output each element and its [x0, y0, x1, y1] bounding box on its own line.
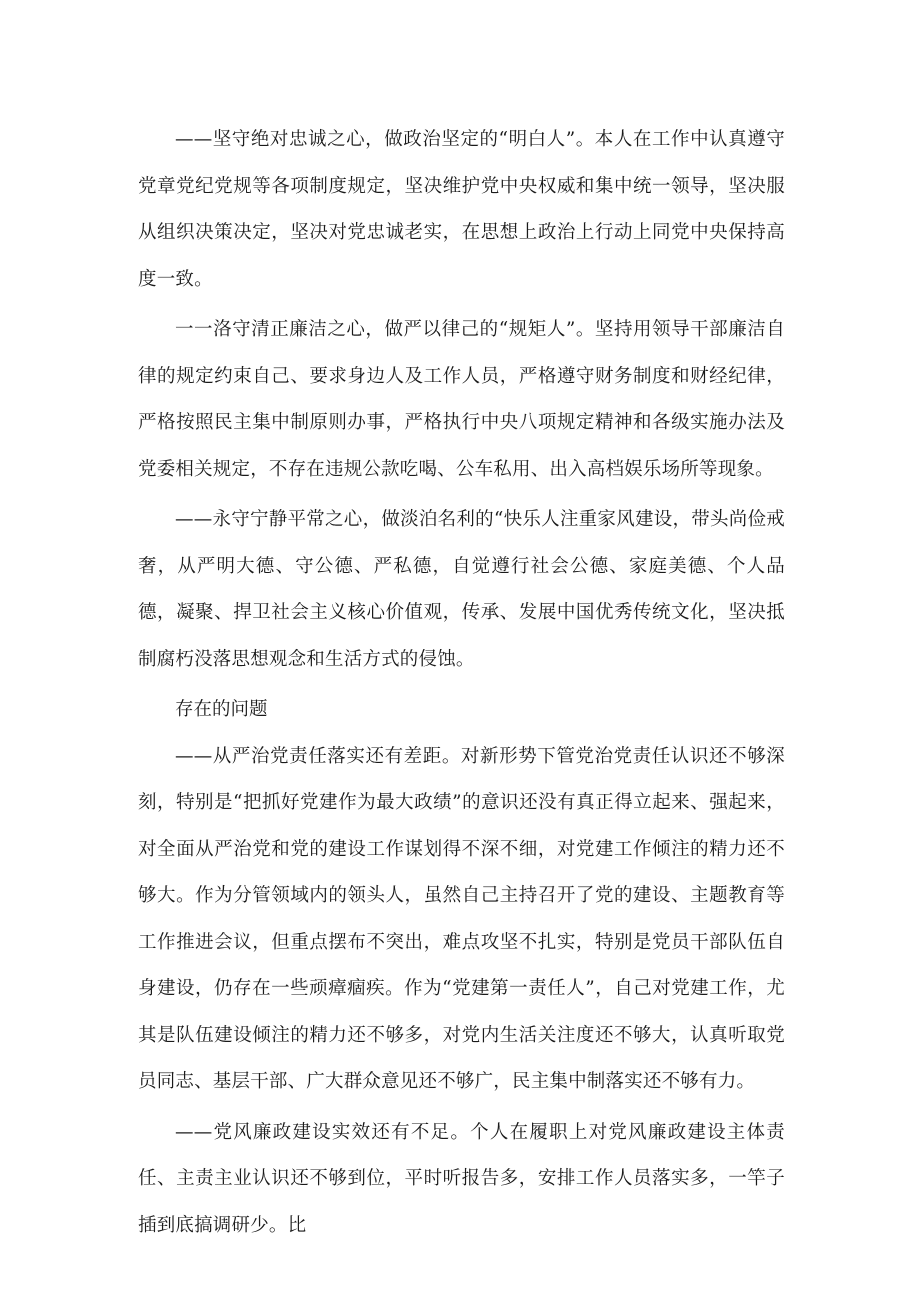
- paragraph-loyalty: ——坚守绝对忠诚之心，做政治坚定的“明白人”。本人在工作中认真遵守党章党纪党规等各项制度规定，坚决维护党中央权威和集中统一领导，坚决服从组织决策决定，坚决对党忠诚老实，在思想上政治上行动上同党中央保持高度一致。: [138, 129, 785, 290]
- paragraph-integrity: 一一洛守清正廉洁之心，做严以律己的“规矩人”。坚持用领导干部廉洁自律的规定约束自己、要求身边人及工作人员，严格遵守财务制度和财经纪律，严格按照民主集中制原则办事，严格执行中央八项规定精神和各级实施办法及党委相关规定，不存在违规公款吃喝、公车私用、出入高档娱乐场所等现象。: [138, 319, 785, 480]
- paragraph-problem-clean-governance: ——党风廉政建设实效还有不足。个人在履职上对党风廉政建设主体责任、主责主业认识还不够到位，平时听报告多，安排工作人员落实多，一竿子插到底搞调研少。比: [138, 1121, 785, 1236]
- document-body: [138, 117, 785, 1253]
- section-heading-problems: 存在的问题: [175, 699, 268, 720]
- paragraph-calm: ——永守宁静平常之心，做淡泊名利的“快乐人注重家风建设，带头尚俭戒奢，从严明大德、守公德、严私德，自觉遵行社会公德、家庭美德、个人品德，凝聚、捍卫社会主义核心价值观，传承、发展中国优秀传统文化，坚决抵制腐朽没落思想观念和生活方式的侵蚀。: [138, 509, 785, 670]
- paragraph-problem-party-governance: ——从严治党责任落实还有差距。对新形势下管党治党责任认识还不够深刻，特别是“把抓好党建作为最大政绩”的意识还没有真正得立起来、强起来，对全面从严治党和党的建设工作谋划得不深不细，对党建工作倾注的精力还不够大。作为分管领域内的领头人，虽然自己主持召开了党的建设、主题教育等工作推进会议，但重点摆布不突出，难点攻坚不扎实，特别是党员干部队伍自身建设，仍存在一些顽瘴痼疾。作为“党建第一责任人”，自己对党建工作，尤其是队伍建设倾注的精力还不够多，对党内生活关注度还不够大，认真听取党员同志、基层干部、广大群众意见还不够广，民主集中制落实还不够有力。: [138, 745, 785, 1092]
